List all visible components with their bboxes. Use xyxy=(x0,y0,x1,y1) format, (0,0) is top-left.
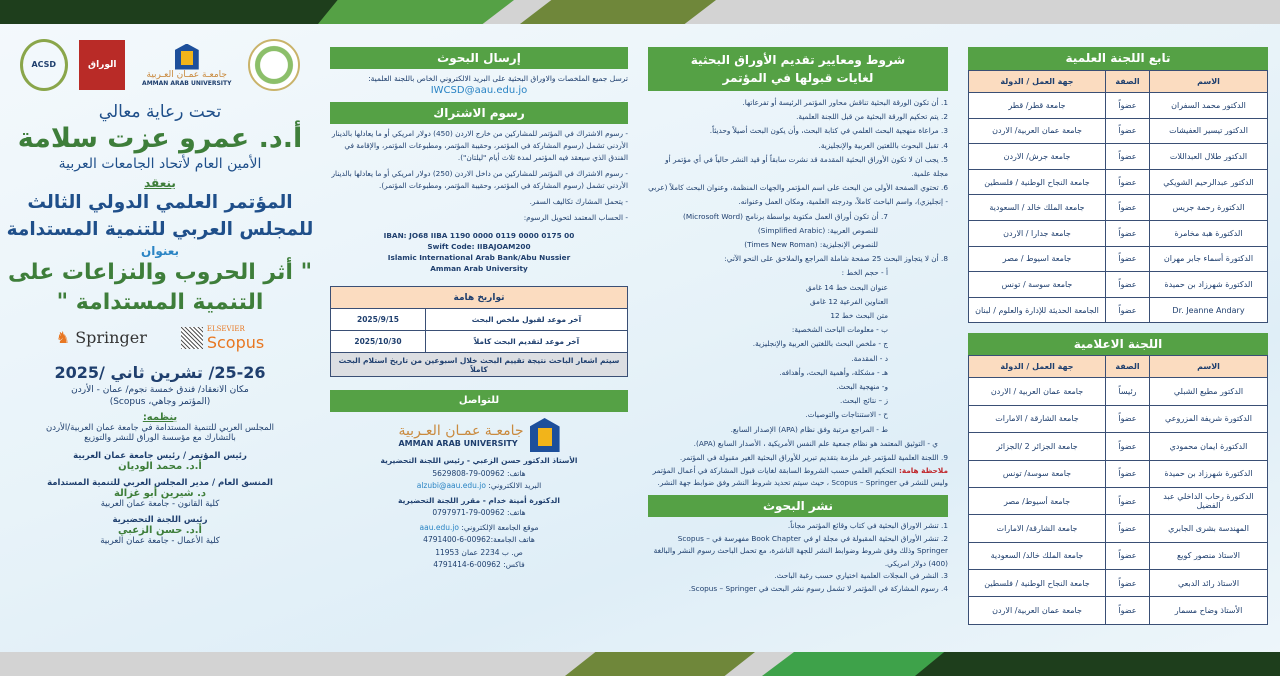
aau-emblem-icon xyxy=(530,418,560,452)
conference-line-1: المؤتمر العلمي الدولي الثالث xyxy=(27,192,293,213)
table-cell: الدكتورة رحمة جريس xyxy=(1150,195,1268,221)
table-cell: الدكتورة رحاب الداخلي عبد الفضيل xyxy=(1150,487,1268,514)
table-cell: عضواً xyxy=(1106,169,1150,195)
criteria-column xyxy=(648,47,948,595)
table-cell: عضواً xyxy=(1106,144,1150,170)
table-row xyxy=(969,93,1268,119)
table-cell: الدكتور محمد السفران xyxy=(1150,93,1268,119)
table-cell: رئيساً xyxy=(1106,378,1150,405)
table-cell: عضواً xyxy=(1106,570,1150,597)
holds-label: ينعقد xyxy=(144,176,176,190)
table-row xyxy=(969,460,1268,487)
table-row xyxy=(969,169,1268,195)
table-cell: جامعة النجاح الوطنية / فلسطين xyxy=(969,169,1106,195)
cover-column xyxy=(0,36,320,546)
table-cell: جامعة سوسة / تونس xyxy=(969,272,1106,298)
table-cell: عضواً xyxy=(1106,297,1150,323)
table-cell: جامعة الملك خالد / السعودية xyxy=(969,195,1106,221)
column-header: الصفة xyxy=(1106,356,1150,378)
table-cell: الدكتورة هبة مخامرة xyxy=(1150,220,1268,246)
table-row xyxy=(969,542,1268,569)
table-cell: عضواً xyxy=(1106,487,1150,514)
publish-header: نشر البحوث xyxy=(648,495,948,517)
table-cell: الدكتورة شهرزاد بن حميدة xyxy=(1150,272,1268,298)
website-link[interactable]: aau.edu.jo xyxy=(419,522,460,532)
column-header: الاسم xyxy=(1150,71,1268,93)
table-cell: عضواً xyxy=(1106,93,1150,119)
table-cell: عضواً xyxy=(1106,195,1150,221)
table-cell: جامعة الجزائر 2 /الجزائر xyxy=(969,433,1106,460)
elsevier-tree-icon xyxy=(181,327,203,349)
column-header: جهة العمل / الدولة xyxy=(969,71,1106,93)
top-decor-band xyxy=(0,0,1280,24)
table-cell: الدكتورة شهرزاد بن حميدة xyxy=(1150,460,1268,487)
table-cell: جامعة الشارقة/ الامارات xyxy=(969,515,1106,542)
bottom-decor-band xyxy=(0,652,1280,676)
table-cell: الدكتور تيسير العفيشات xyxy=(1150,118,1268,144)
table-cell: الاستاذ منصور كويع xyxy=(1150,542,1268,569)
table-cell: جامعة جدارا / الاردن xyxy=(969,220,1106,246)
table-cell: جامعة عمان العربية / الاردن xyxy=(969,378,1106,405)
table-cell: جامعة اسيوط / مصر xyxy=(969,246,1106,272)
submit-header: إرسال البحوث xyxy=(330,47,628,69)
table-row xyxy=(969,220,1268,246)
column-header: جهة العمل / الدولة xyxy=(969,356,1106,378)
media-committee-header: اللجنة الاعلامية xyxy=(968,333,1268,355)
table-row xyxy=(969,515,1268,542)
scientific-committee-header: تابع اللجنة العلمية xyxy=(968,47,1268,70)
table-row xyxy=(969,118,1268,144)
table-cell: جامعة عمان العربية/ الاردن xyxy=(969,118,1106,144)
table-cell: عضواً xyxy=(1106,272,1150,298)
table-cell: الاستاذ رائد الدبعي xyxy=(1150,570,1268,597)
patron-name: أ.د. عمرو عزت سلامة xyxy=(17,123,303,154)
table-cell: عضواً xyxy=(1106,433,1150,460)
column-header: الصفة xyxy=(1106,71,1150,93)
logo-row xyxy=(0,36,320,94)
submission-column xyxy=(330,47,628,572)
table-cell: الدكتورة شريفة المزروعي xyxy=(1150,405,1268,432)
theme-line-2: التنمية المستدامة " xyxy=(56,290,264,315)
table-cell: الدكتور مطيع الشبلي xyxy=(1150,378,1268,405)
acsd-logo: ACSD xyxy=(20,39,68,91)
table-cell: جامعة قطر/ قطر xyxy=(969,93,1106,119)
aau-logo: جامعـة عمـان العـربية AMMAN ARAB UNIVERSITY xyxy=(330,418,628,452)
table-cell: عضواً xyxy=(1106,405,1150,432)
table-cell: جامعة النجاح الوطنية / فلسطين xyxy=(969,570,1106,597)
table-cell: جامعة الملك خالد/ السعودية xyxy=(969,542,1106,569)
table-cell: عضواً xyxy=(1106,515,1150,542)
alwarraq-logo: الوراق xyxy=(79,40,125,90)
table-row xyxy=(969,487,1268,514)
titled-label: بعنوان xyxy=(140,244,180,258)
table-cell: Dr. Jeanne Andary xyxy=(1150,297,1268,323)
table-row xyxy=(969,405,1268,432)
table-row xyxy=(969,195,1268,221)
table-row xyxy=(969,297,1268,323)
publish-list: 1. تنشر الاوراق البحثية في كتاب وقائع المؤتمر مجاناً. 2. تنشر الأوراق البحثية المقبولة في مجلة او في Book Chapter مفهرسة في Scopus – Springer وذلك وفق شروط وضوابط النشر للجهة الناشرة، مع تحمل الباحث رسوم النشر والبالغة (400) دولار امريكي. 3. النشر في المجلات العلمية اختياري حسب رغبة الباحث. 4. رسوم المشاركة في المؤتمر لا تشمل رسوم نشر البحث في Scopus – Springer. xyxy=(653,521,948,593)
person-block: رئيس اللجنة التحضيرية أ.د. حسن الزعبي كلية الأعمال - جامعة عمان العربية xyxy=(100,515,220,546)
table-row xyxy=(969,246,1268,272)
email-link[interactable]: alzubi@aau.edu.jo xyxy=(416,481,486,490)
scopus-logo: ELSEVIER Scopus xyxy=(181,324,264,351)
table-cell: عضواً xyxy=(1106,220,1150,246)
indexing-logos xyxy=(0,324,320,351)
criteria-list: 1. أن تكون الورقة البحثية تناقش محاور المؤتمر الرئيسة أو تفرعاتها. 2. يتم تحكيم الورقة البحثية من قبل اللجنة العلمية. 3. مراعاة منهجية البحث العلمي في كتابة البحث، وأن يكون البحث أصيلاً وحديثاً. 4. تقبل البحوث باللغتين العربية والإنجليزية. 5. يجب ان لا تكون الأوراق البحثية المقدمة قد نشرت سابقاً أو قيد النشر حالياً في أي مؤتمر أو مجلة علمية. 6. تحتوي الصفحة الأولى من البحث على اسم المؤتمر والجهات المنظمة، وعنوان البحث كاملاً (عربي - إنجليزي)، واسم الباحث كاملاً، ودرجته العلمية، ومكان العمل وعنوانه. 7. أن تكون أوراق العمل مكتوبة بواسطة برنامج (Microsoft Word) للنصوص العربية: (Simplified Arabic) للنصوص الإنجليزية: (Times New Roman) 8. أن لا يتجاوز البحث 25 صفحة شاملة المراجع والملاحق على النحو الآتي: أ - حجم الخط : عنوان البحث خط 14 غامق العناوين الفرعية 12 غامق متن البحث خط 12 ب - معلومات الباحث الشخصية: ج - ملخص البحث باللغتين العربية والإنجليزية. د - المقدمة. هـ - مشكلة، وأهمية البحث، وأهدافه. و- منهجية البحث. ز – نتائج البحث. ح - الاستنتاجات والتوصيات. ط - المراجع مرتبة وفق نظام (APA) الإصدار السابع. ي - التوثيق المعتمد هو نظام جمعية علم النفس الأمريكية ، الأصدار السابع (APA). 9. اللجنة العلمية للمؤتمر غير ملزمة بتقديم تبرير للأوراق البحثية الغير مقبولة في المؤتمر. ملاحظة هامة: التحكيم العلمي حسب الشروط السابقة لغايات قبول المشاركة في أعمال المؤتمر وليس للنشر في Scopus – Springer ، حيث سيتم تحديد شروط النشر وفق ضوابط جهة النشر. xyxy=(648,98,948,488)
table-cell: جامعة جرش/ الاردن xyxy=(969,144,1106,170)
scientific-committee-table xyxy=(968,70,1268,323)
patronage-text: تحت رعاية معالي xyxy=(98,102,222,122)
table-cell: عضواً xyxy=(1106,118,1150,144)
table-cell: الجامعة الحديثة للإدارة والعلوم / لبنان xyxy=(969,297,1106,323)
organizer-line-2: بالتشارك مع مؤسسة الوراق للنشر والتوزيع xyxy=(84,433,236,443)
table-cell: عضواً xyxy=(1106,246,1150,272)
table-row xyxy=(969,570,1268,597)
springer-logo: ♞ Springer xyxy=(55,328,147,347)
table-row xyxy=(969,144,1268,170)
contact-details: الأستاذ الدكتور حسن الزعبي - رئيس اللجنة التحضيرية هاتف: 00962-79-5629808 البريد الالكتروني: alzubi@aau.edu.jo الدكتورة أمينة خدام - مقرر اللجنة التحضيرية هاتف: 00962-79-0797971 موقع الجامعة الإلكتروني: aau.edu.jo هاتف الجامعة:00962-6-4791400 ص. ب 2234 عمان 11953 فاكس: 00962-6-4791414 xyxy=(380,456,578,569)
criteria-header: شروط ومعايير تقديم الأوراق البحثية لغايات قبولها في المؤتمر xyxy=(648,47,948,91)
table-cell: الدكتورة أسماء جابر مهران xyxy=(1150,246,1268,272)
table-cell: الأستاذ وضاح مسمار xyxy=(1150,597,1268,624)
conference-date: 25-26/ تشرين ثاني /2025 xyxy=(54,363,266,382)
arab-universities-union-logo xyxy=(248,39,300,91)
person-block: رئيس المؤتمر / رئيس جامعة عمان العربية أ.د. محمد الوديان xyxy=(73,451,247,472)
organizer-label: ينظمه: xyxy=(142,412,178,423)
organizer-line-1: المجلس العربي للتنمية المستدامة في جامعة عمان العربية/الأردن xyxy=(45,423,275,433)
submit-email-link[interactable]: IWCSD@aau.edu.jo xyxy=(430,85,528,96)
table-row xyxy=(969,378,1268,405)
table-cell: الدكتور عبدالرحيم الشويكي xyxy=(1150,169,1268,195)
table-row xyxy=(969,597,1268,624)
table-cell: عضواً xyxy=(1106,542,1150,569)
table-cell: عضواً xyxy=(1106,597,1150,624)
bank-details: IBAN: JO68 IIBA 1190 0000 0119 0000 0175 00 Swift Code: IIBAJOAM200 Islamic International Arab Bank/Abu Nussier Amman Arab University xyxy=(383,231,575,273)
theme-line-1: " أثر الحروب والنزاعات على xyxy=(7,260,313,285)
table-cell: عضواً xyxy=(1106,460,1150,487)
table-cell: المهندسة بشرى الجابري xyxy=(1150,515,1268,542)
table-cell: الدكتور طلال العبداللات xyxy=(1150,144,1268,170)
venue-text: مكان الانعقاد/ فندق خمسة نجوم/ عمان - الأردن xyxy=(71,385,249,395)
column-header: الاسم xyxy=(1150,356,1268,378)
table-row xyxy=(969,433,1268,460)
table-cell: جامعة عمان العربية/ الاردن xyxy=(969,597,1106,624)
committees-column xyxy=(968,47,1268,625)
table-cell: جامعة أسيوط/ مصر xyxy=(969,487,1106,514)
submit-text: ترسل جميع الملخصات والاوراق البحثية على البريد الالكتروني الخاص باللجنة العلمية: xyxy=(368,74,628,83)
springer-horse-icon: ♞ xyxy=(55,328,76,347)
table-cell: جامعة سوسة/ تونس xyxy=(969,460,1106,487)
important-dates-table: تواريخ هامة آخر موعد لقبول ملخص البحث 2025/9/15 آخر موعد لتقديم البحث كاملاً 2025/10/30 سيتم اشعار الباحث نتيجة تقييم البحث خلال اسبوعين من تاريخ استلام البحث كاملاً xyxy=(330,286,628,377)
patron-title: الأمين العام لأتحاد الجامعات العربية xyxy=(58,156,262,172)
table-cell: جامعة الشارقة / الامارات xyxy=(969,405,1106,432)
table-cell: الدكتورة ايمان محمودي xyxy=(1150,433,1268,460)
contact-header: للتواصل xyxy=(330,390,628,412)
mode-text: (المؤتمر وجاهي، Scopus) xyxy=(109,397,211,407)
person-block: المنسق العام / مدير المجلس العربي للتنمية المستدامة د. شيرين أبو غزالة كلية القانون - جامعة عمان العربية xyxy=(47,478,273,509)
media-committee-table xyxy=(968,355,1268,625)
table-row xyxy=(969,272,1268,298)
conference-line-2: للمجلس العربي للتنمية المستدامة xyxy=(6,219,314,240)
amman-arab-university-logo: جامعـة عمـان العـربية AMMAN ARAB UNIVERSITY xyxy=(137,44,237,87)
fees-header: رسوم الاشتراك xyxy=(330,102,628,124)
fees-list: - رسوم الاشتراك في المؤتمر للمشاركين من خارج الاردن (450) دولار امريكي أو ما يعادلها بالدينار الأردني تشمل (رسوم المشاركة في المؤتمر، وحقيبة المؤتمر، ومطبوعات المؤتمر، والإقامة في الفندق الذي سيعقد فيه المؤتمر لمدة ثلاث أيام "ليلتان"). - رسوم الاشتراك في المؤتمر للمشاركين من داخل الاردن (250) دولار امريكي أو ما يعادلها بالدينار الأردني تشمل (رسوم المشاركة في المؤتمر، وحقيبة المؤتمر، ومطبوعات المؤتمر). - يتحمل المشارك تكاليف السفر. - الحساب المعتمد لتحويل الرسوم: xyxy=(331,129,628,222)
